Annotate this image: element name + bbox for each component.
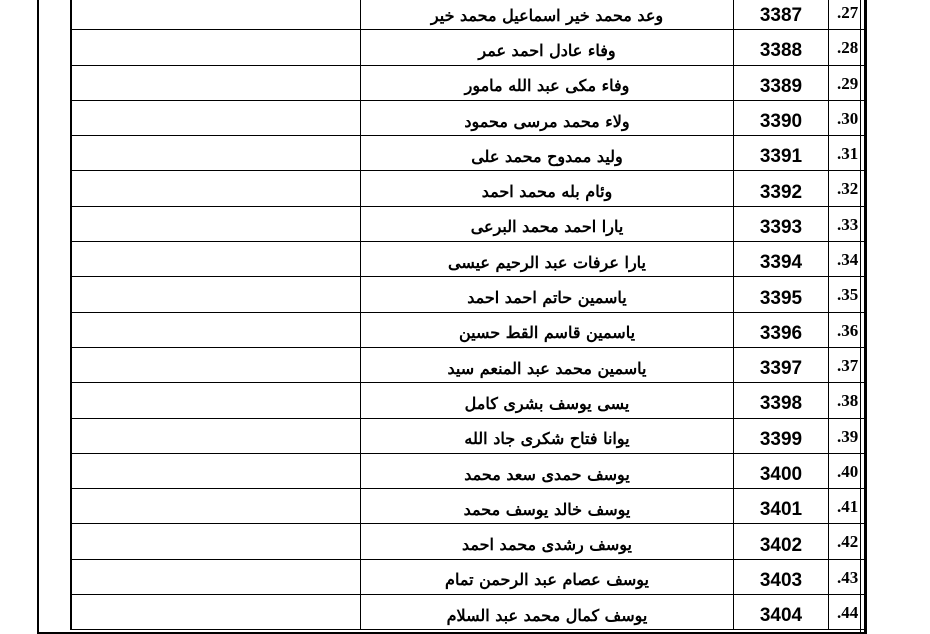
- blank-cell: [71, 453, 361, 488]
- row-index-cell: .37: [829, 347, 867, 382]
- student-name-cell: وفاء مكى عبد الله مامور: [361, 65, 734, 100]
- student-name-cell: ياسمين حاتم احمد احمد: [361, 277, 734, 312]
- student-name-cell: وئام بله محمد احمد: [361, 171, 734, 206]
- row-index-cell: .40: [829, 453, 867, 488]
- students-table: [70, 0, 867, 630]
- student-name-cell: يارا عرفات عبد الرحيم عيسى: [361, 242, 734, 277]
- blank-cell: [71, 30, 361, 65]
- table-row: [71, 0, 867, 30]
- student-name-cell: يوسف عصام عبد الرحمن تمام: [361, 559, 734, 594]
- seat-number-cell: 3402: [734, 524, 829, 559]
- table-row: [71, 206, 867, 241]
- seat-number-cell: 3389: [734, 65, 829, 100]
- student-name-cell: يوانا فتاح شكرى جاد الله: [361, 418, 734, 453]
- table-body: [71, 0, 867, 630]
- student-name-cell: يوسف رشدى محمد احمد: [361, 524, 734, 559]
- table-row: [71, 524, 867, 559]
- row-index-cell: .43: [829, 559, 867, 594]
- table-row: [71, 30, 867, 65]
- row-index-cell: .33: [829, 206, 867, 241]
- seat-number-cell: 3387: [734, 0, 829, 30]
- blank-cell: [71, 559, 361, 594]
- seat-number-cell: 3394: [734, 242, 829, 277]
- seat-number-cell: 3391: [734, 136, 829, 171]
- row-index-cell: .29: [829, 65, 867, 100]
- table-row: [71, 418, 867, 453]
- table-row: [71, 453, 867, 488]
- row-index-cell: .30: [829, 100, 867, 135]
- seat-number-cell: 3392: [734, 171, 829, 206]
- table-row: [71, 347, 867, 382]
- student-name-cell: يارا احمد محمد البرعى: [361, 206, 734, 241]
- seat-number-cell: 3400: [734, 453, 829, 488]
- student-name-cell: ياسمين قاسم القط حسين: [361, 312, 734, 347]
- blank-cell: [71, 242, 361, 277]
- blank-cell: [71, 171, 361, 206]
- row-index-cell: .31: [829, 136, 867, 171]
- student-name-cell: يوسف كمال محمد عبد السلام: [361, 595, 734, 630]
- table-row: [71, 100, 867, 135]
- student-name-cell: يوسف خالد يوسف محمد: [361, 489, 734, 524]
- row-index-cell: .28: [829, 30, 867, 65]
- table-row: [71, 171, 867, 206]
- table-row: [71, 559, 867, 594]
- table-row: [71, 312, 867, 347]
- blank-cell: [71, 524, 361, 559]
- blank-cell: [71, 65, 361, 100]
- student-name-cell: ياسمين محمد عبد المنعم سيد: [361, 347, 734, 382]
- blank-cell: [71, 0, 361, 30]
- blank-cell: [71, 277, 361, 312]
- row-index-cell: .27: [829, 0, 867, 30]
- seat-number-cell: 3397: [734, 347, 829, 382]
- student-name-cell: ولاء محمد مرسى محمود: [361, 100, 734, 135]
- seat-number-cell: 3388: [734, 30, 829, 65]
- seat-number-cell: 3395: [734, 277, 829, 312]
- seat-number-cell: 3393: [734, 206, 829, 241]
- blank-cell: [71, 418, 361, 453]
- row-index-cell: .34: [829, 242, 867, 277]
- row-index-cell: .44: [829, 595, 867, 630]
- table-row: [71, 595, 867, 630]
- seat-number-cell: 3398: [734, 383, 829, 418]
- seat-number-cell: 3390: [734, 100, 829, 135]
- seat-number-cell: 3403: [734, 559, 829, 594]
- student-name-cell: وعد محمد خير اسماعيل محمد خير: [361, 0, 734, 30]
- seat-number-cell: 3401: [734, 489, 829, 524]
- blank-cell: [71, 312, 361, 347]
- table-row: [71, 242, 867, 277]
- table-row: [71, 383, 867, 418]
- blank-cell: [71, 383, 361, 418]
- table-row: [71, 489, 867, 524]
- blank-cell: [71, 136, 361, 171]
- row-index-cell: .36: [829, 312, 867, 347]
- row-index-cell: .35: [829, 277, 867, 312]
- blank-cell: [71, 489, 361, 524]
- blank-cell: [71, 100, 361, 135]
- blank-cell: [71, 206, 361, 241]
- table-row: [71, 277, 867, 312]
- student-name-cell: يسى يوسف بشرى كامل: [361, 383, 734, 418]
- table-row: [71, 136, 867, 171]
- row-index-cell: .38: [829, 383, 867, 418]
- student-name-cell: وليد ممدوح محمد على: [361, 136, 734, 171]
- seat-number-cell: 3396: [734, 312, 829, 347]
- student-name-cell: يوسف حمدى سعد محمد: [361, 453, 734, 488]
- row-index-cell: .42: [829, 524, 867, 559]
- right-border-bar: [860, 0, 866, 634]
- blank-cell: [71, 595, 361, 630]
- row-index-cell: .39: [829, 418, 867, 453]
- blank-cell: [71, 347, 361, 382]
- student-name-cell: وفاء عادل احمد عمر: [361, 30, 734, 65]
- seat-number-cell: 3399: [734, 418, 829, 453]
- row-index-cell: .32: [829, 171, 867, 206]
- table-row: [71, 65, 867, 100]
- seat-number-cell: 3404: [734, 595, 829, 630]
- row-index-cell: .41: [829, 489, 867, 524]
